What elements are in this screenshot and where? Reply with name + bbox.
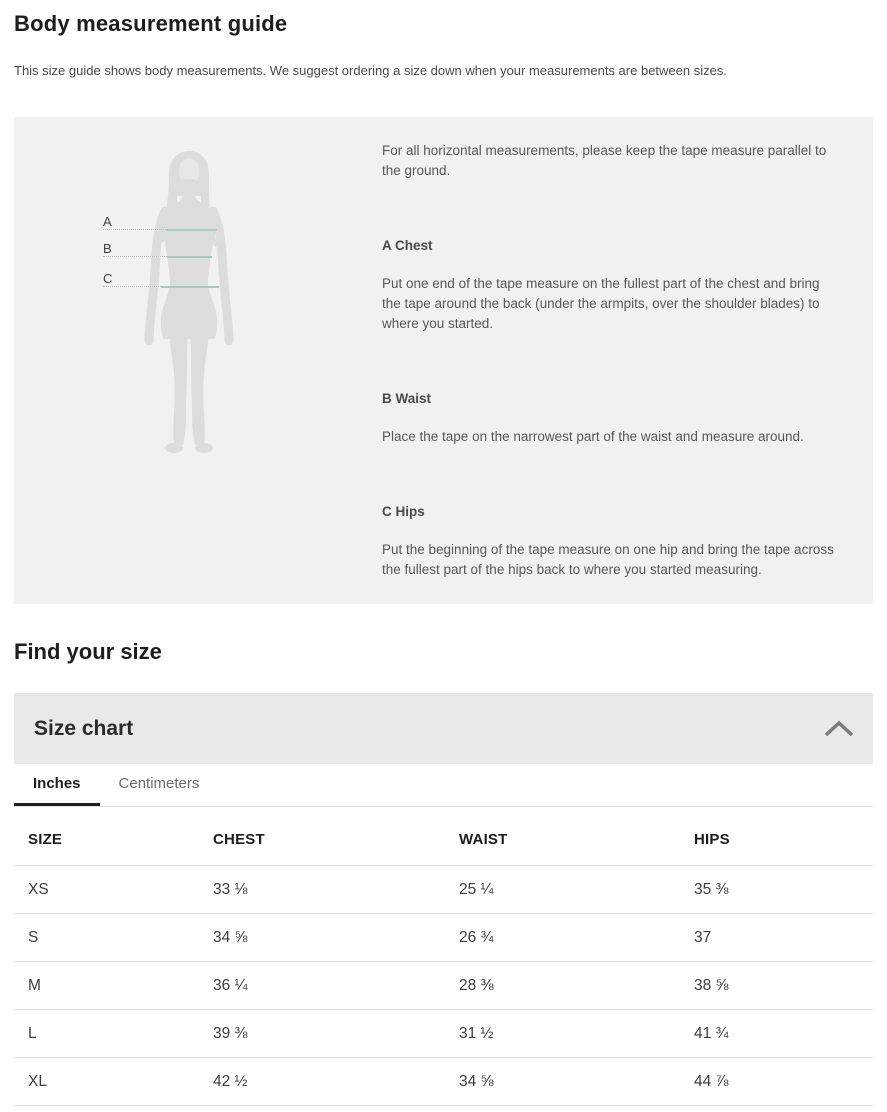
size-cell: XL [14, 1058, 199, 1106]
chest-cell: 39 ⅜ [199, 1010, 445, 1058]
find-your-size-heading: Find your size [14, 639, 162, 664]
unit-tabs [14, 764, 873, 807]
size-cell: S [14, 914, 199, 962]
column-header-chest: CHEST [199, 807, 445, 866]
table-row [14, 962, 873, 1010]
measurement-instructions [382, 141, 838, 580]
measure-line-waist [103, 256, 212, 258]
measure-line-chest [103, 229, 217, 231]
column-header-hips: HIPS [680, 807, 873, 866]
female-figure-icon [135, 149, 243, 457]
page-title: Body measurement guide [14, 11, 288, 36]
hips-cell: 37 [680, 914, 873, 962]
hips-cell: 38 ⅝ [680, 962, 873, 1010]
body-silhouette-image [135, 149, 243, 457]
chest-cell: 33 ⅛ [199, 866, 445, 914]
size-cell: M [14, 962, 199, 1010]
size-cell: L [14, 1010, 199, 1058]
waist-cell: 31 ½ [445, 1010, 680, 1058]
chest-cell: 42 ½ [199, 1058, 445, 1106]
size-chart-accordion-toggle[interactable] [14, 693, 873, 764]
table-header-row [14, 807, 873, 866]
waist-heading: B Waist [382, 391, 432, 406]
measure-label-chest: A [103, 214, 112, 229]
measurement-guide-panel [14, 117, 873, 604]
tape-line [166, 229, 217, 231]
measure-label-waist: B [103, 241, 112, 256]
hips-heading: C Hips [382, 504, 425, 519]
size-chart-table [14, 807, 873, 1106]
table-row [14, 1058, 873, 1106]
column-header-size: SIZE [14, 807, 199, 866]
chest-instructions: Put one end of the tape measure on the fullest part of the chest and bring the tape around the back (under the armpits, over the shoulder blades) to where you started. [382, 276, 820, 331]
leader-line [103, 256, 167, 257]
waist-cell: 26 ¾ [445, 914, 680, 962]
table-row [14, 1010, 873, 1058]
hips-cell: 35 ⅜ [680, 866, 873, 914]
tape-line [161, 286, 219, 288]
chest-cell: 36 ¼ [199, 962, 445, 1010]
intro-note: For all horizontal measurements, please keep the tape measure parallel to the ground. [382, 143, 827, 178]
chest-cell: 34 ⅝ [199, 914, 445, 962]
tab-centimeters[interactable]: Centimeters [118, 775, 200, 792]
hips-cell: 41 ¾ [680, 1010, 873, 1058]
leader-line [103, 229, 166, 230]
leader-line [103, 286, 161, 287]
page-subtitle: This size guide shows body measurements. We suggest ordering a size down when your measurements are between sizes. [14, 63, 727, 78]
chevron-up-icon [823, 720, 855, 738]
waist-cell: 34 ⅝ [445, 1058, 680, 1106]
chest-heading: A Chest [382, 238, 433, 253]
column-header-waist: WAIST [445, 807, 680, 866]
measure-label-hips: C [103, 271, 113, 286]
table-row [14, 866, 873, 914]
waist-cell: 28 ⅜ [445, 962, 680, 1010]
tab-inches[interactable]: Inches [14, 764, 100, 806]
tape-line [167, 256, 212, 258]
waist-cell: 25 ¼ [445, 866, 680, 914]
hips-cell: 44 ⅞ [680, 1058, 873, 1106]
size-chart-title: Size chart [34, 716, 134, 740]
table-row [14, 914, 873, 962]
hips-instructions: Put the beginning of the tape measure on one hip and bring the tape across the fullest part of the hips back to where you started measuring. [382, 542, 834, 577]
waist-instructions: Place the tape on the narrowest part of the waist and measure around. [382, 429, 804, 444]
size-cell: XS [14, 866, 199, 914]
measure-line-hips [103, 286, 219, 288]
